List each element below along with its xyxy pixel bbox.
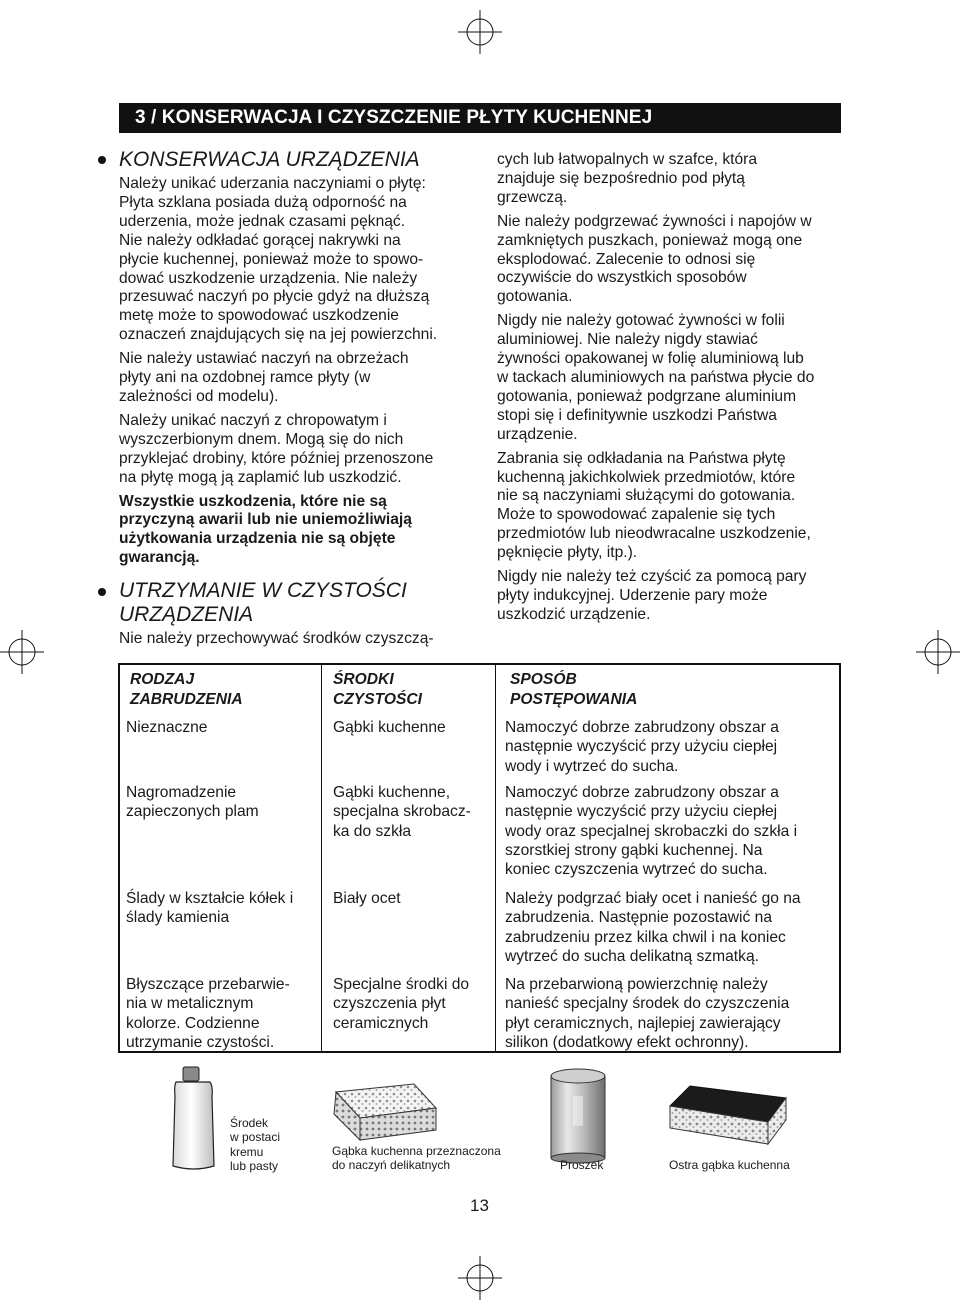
paragraph: Należy unikać uderzania naczyniami o płytę: Płyta szklana posiada dużą odporność na uderzenia, może jednak czasami pęknąć. Nie należy odkładać gorącej nakrywki na płycie kuchennej, ponieważ może to spowo- dować uszkodzenie urządzenia. Nie należy przesuwać naczyń po płycie gdyż na dłuższą metę może to spowodować uszkodzenie oznaczeń znajdujących się na jej powierzchni. (119, 175, 438, 344)
paragraph: Zabrania się odkładania na Państwa płytę kuchenną jakichkolwiek przedmiotów, które nie są naczyniami służącymi do gotowania. Może to spowodować zapalenie się tych przedmiotów lub nieodwracalne uszkodzenie, pęknięcie płyty, itp.). (497, 449, 811, 562)
table-border-left (118, 663, 120, 1053)
table-cell-type: Nagromadzenie zapieczonych plam (126, 784, 259, 821)
cream-tube-image (170, 1066, 218, 1181)
warranty-note: Wszystkie uszkodzenia, które nie są przyczyną awarii lub nie uniemożliwiają użytkowania urządzenia nie są objęte gwarancją. (119, 492, 412, 567)
table-divider (495, 663, 496, 1053)
table-cell-type: Ślady w kształcie kółek i ślady kamienia (126, 890, 294, 927)
page-number: 13 (470, 1196, 489, 1215)
paragraph: Nie należy ustawiać naczyń na obrzeżach płyty ani na ozdobnej ramce płyty (w zależności od modelu). (119, 350, 409, 405)
bullet-icon (98, 156, 106, 164)
table-cell-method: Namoczyć dobrze zabrudzony obszar a następnie wyczyścić przy użyciu ciepłej wody i wytrzeć do sucha. (505, 719, 779, 775)
paragraph: Nie należy przechowywać środków czyszczą- (119, 630, 434, 647)
table-header-agent: ŚRODKI CZYSTOŚCI (333, 671, 422, 708)
registration-mark-bottom (458, 1256, 502, 1300)
paragraph: Nigdy nie należy też czyścić za pomocą pary płyty indukcyjnej. Uderzenie pary może uszkodzić urządzenie. (497, 568, 807, 623)
bullet-icon (98, 588, 106, 596)
table-cell-agent: Gąbki kuchenne, specjalna skrobacz- ka do szkła (333, 784, 471, 840)
right-column (497, 151, 857, 630)
table-cell-method: Należy podgrzać biały ocet i nanieść go na zabrudzenia. Następnie pozostawić na zabrudzeniu przez kilka chwil i na koniec wytrzeć do sucha delikatną szmatką. (505, 890, 801, 965)
left-column-section2 (119, 579, 479, 654)
rough-sponge-image (660, 1080, 800, 1157)
caption-cream: Środek w postaci kremu lub pasty (230, 1116, 281, 1173)
table-header-method: SPOSÓB POSTĘPOWANIA (510, 671, 638, 708)
table-border-top (118, 663, 841, 665)
table-cell-agent: Biały ocet (333, 890, 401, 907)
caption-soft-sponge: Gąbka kuchenna przeznaczona do naczyń delikatnych (332, 1144, 501, 1173)
section-title-konserwacja: KONSERWACJA URZĄDZENIA (119, 148, 420, 171)
paragraph: Należy unikać naczyń z chropowatym i wyszczerbionym dnem. Mogą się do nich przyklejać drobiny, które później przenoszone na płytę mogą ją zaplamić lub uszkodzić. (119, 411, 434, 486)
left-column (119, 148, 479, 573)
section-header-title: 3 / KONSERWACJA I CZYSZCZENIE PŁYTY KUCHENNEJ (135, 107, 653, 128)
section-header (119, 103, 841, 133)
table-divider (321, 663, 322, 1053)
registration-mark-top (458, 10, 502, 54)
paragraph: Nigdy nie należy gotować żywności w folii aluminiowej. Nie należy nigdy stawiać żywności opakowanej w folię aluminiową lub w tackach aluminiowych na państwa płycie do gotowania, ponieważ podgrzane aluminium stopi się i definitywnie uszkodzi Państwa urządzenie. (497, 312, 815, 443)
paragraph: Nie należy podgrzewać żywności i napojów w zamkniętych puszkach, ponieważ mogą one eksplodować. Zalecenie to odnosi się oczywiście do wszystkich sposobów gotowania. (497, 212, 812, 306)
table-cell-agent: Specjalne środki do czyszczenia płyt ceramicznych (333, 976, 470, 1032)
table-header-type: RODZAJ ZABRUDZENIA (130, 671, 243, 708)
registration-mark-left (0, 630, 44, 674)
table-cell-method: Namoczyć dobrze zabrudzony obszar a następnie wyczyścić przy użyciu ciepłej wody oraz specjalnej skrobaczki do szkła i szorstkiej strony gąbki kuchennej. Na koniec czyszczenia wytrzeć do sucha. (505, 784, 798, 879)
registration-mark-right (916, 630, 960, 674)
caption-powder: Proszek (560, 1158, 604, 1172)
section-title-utrzymanie: UTRZYMANIE W CZYSTOŚCI URZĄDZENIA (119, 579, 407, 626)
table-border-right (839, 663, 841, 1053)
table-cell-method: Na przebarwioną powierzchnię należy nanieść specjalny środek do czyszczenia płyt ceramicznych, najlepiej zawierający silikon (dodatkowy efekt ochronny). (505, 976, 790, 1051)
powder-can-image (543, 1066, 613, 1169)
table-cell-agent: Gąbki kuchenne (333, 719, 446, 736)
table-cell-type: Błyszczące przebarwie- nia w metalicznym kolorze. Codzienne utrzymanie czystości. (126, 976, 290, 1051)
table-cell-type: Nieznaczne (126, 719, 208, 736)
paragraph: cych lub łatwopalnych w szafce, która znajduje się bezpośrednio pod płytą grzewczą. (497, 151, 758, 206)
soft-sponge-image (322, 1078, 440, 1153)
caption-rough-sponge: Ostra gąbka kuchenna (669, 1158, 790, 1172)
